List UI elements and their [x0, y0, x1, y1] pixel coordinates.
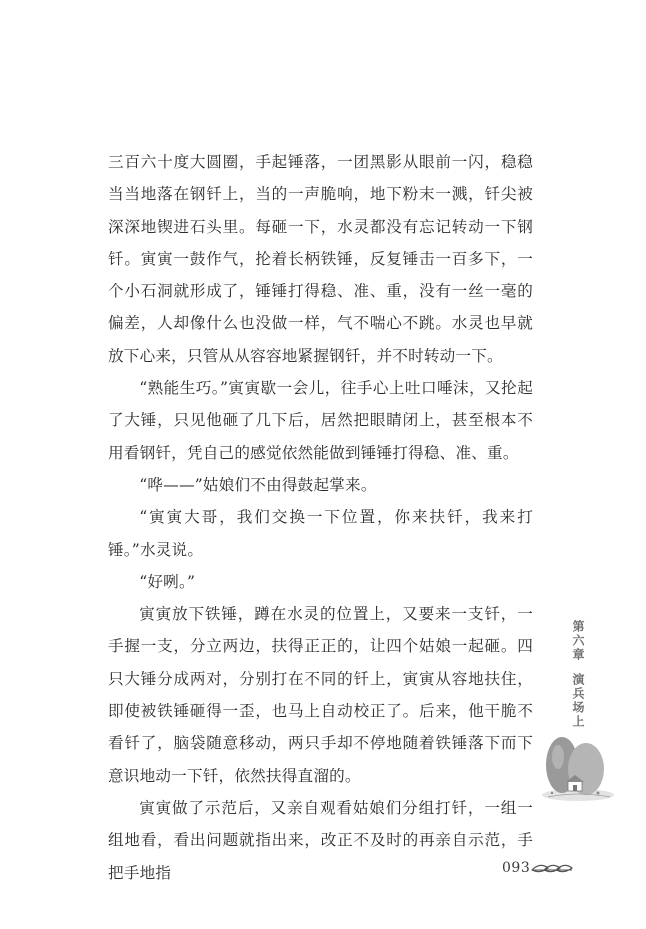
paragraph: 三百六十度大圆圈，手起锤落，一团黑影从眼前一闪，稳稳当当地落在钢钎上，当的一声脆响，地下粉末一溅，钎尖被深深地锲进石头里。每砸一下，水灵都没有忘记转动一下钢钎。寅寅一鼓作气，抡着长柄铁锤，反复锤击一百多下，一个小石洞就形成了，锤锤打得稳、准、重，没有一丝一毫的偏差，人却像什么也没做一样，气不喘心不跳。水灵也早就放下心来，只管从从容容地紧握钢钎，并不时转动一下。 [108, 153, 533, 365]
trees-house-illustration [538, 735, 618, 803]
paragraph: “熟能生巧。”寅寅歇一会儿，往手心上吐口唾沫，又抡起了大锤，只见他砸了几下后，居然把眼睛闭上，甚至根本不用看钢钎，凭自己的感觉依然能做到锤锤打得稳、准、重。 [108, 379, 533, 462]
chapter-title: 演兵场上 [571, 673, 585, 729]
chapter-side-tab [563, 620, 593, 732]
paragraph: “寅寅大哥，我们交换一下位置，你来扶钎，我来打锤。”水灵说。 [108, 508, 533, 559]
paragraph: 寅寅放下铁锤，蹲在水灵的位置上，又要来一支钎，一手握一支，分立两边，扶得正正的，让四个姑娘一起砸。四只大锤分成两对，分别打在不同的钎上，寅寅从容地扶住，即使被铁锤砸得一歪，也马上自动校正了。后来，他干脆不看钎了，脑袋随意移动，两只手却不停地随着铁锤落下而下意识地动一下钎，依然扶得直溜的。 [108, 605, 533, 785]
paragraph: “好咧。” [139, 572, 196, 591]
page-number: 093 [502, 860, 531, 876]
paragraph: 寅寅做了示范后，又亲自观看姑娘们分组打钎，一组一组地看，看出问题就指出来，改正不及时的再亲自示范，手把手地指 [108, 798, 533, 882]
chapter-number: 第六章 [571, 620, 585, 662]
paragraph: “哗——”姑娘们不由得鼓起掌来。 [139, 475, 377, 494]
leaf-ornament-icon [530, 858, 574, 880]
body-text [108, 146, 533, 889]
